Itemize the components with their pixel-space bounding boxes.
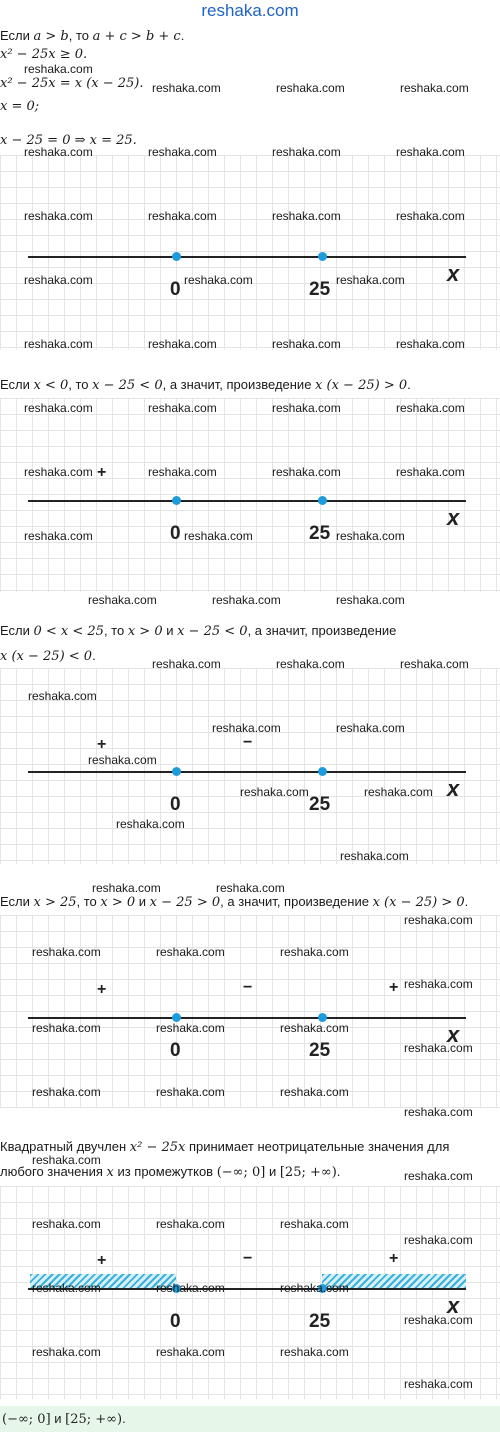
watermark: reshaka.com <box>24 273 93 287</box>
text: и <box>135 894 150 909</box>
watermark: reshaka.com <box>148 145 217 159</box>
point-zero <box>172 496 181 505</box>
watermark: reshaka.com <box>156 1281 225 1295</box>
watermark: reshaka.com <box>156 1345 225 1359</box>
watermark: reshaka.com <box>24 401 93 415</box>
watermark: reshaka.com <box>396 209 465 223</box>
watermark: reshaka.com <box>336 529 405 543</box>
watermark: reshaka.com <box>24 209 93 223</box>
text: , то <box>68 377 93 392</box>
sign-minus-middle: − <box>243 1250 253 1267</box>
math: x < 0 <box>33 378 69 393</box>
text: Если <box>0 377 34 392</box>
sign-plus-left: + <box>97 464 107 481</box>
axis-variable-label: x <box>447 776 460 801</box>
text: , а значит, произведение <box>220 894 373 909</box>
text: . <box>336 1164 341 1179</box>
sign-plus-right: + <box>389 1250 399 1267</box>
tick-label-twentyfive: 25 <box>309 1040 331 1061</box>
watermark: reshaka.com <box>28 689 97 703</box>
math: x > 25 <box>33 895 77 910</box>
case2-text-line-2 <box>0 648 96 664</box>
text: , то <box>76 894 101 909</box>
point-twentyfive <box>318 496 327 505</box>
watermark: reshaka.com <box>396 465 465 479</box>
text: . <box>464 894 469 909</box>
sign-minus-middle: − <box>243 979 253 996</box>
watermark: reshaka.com <box>404 1105 473 1119</box>
watermark: reshaka.com <box>364 785 433 799</box>
watermark: reshaka.com <box>32 1345 101 1359</box>
axis-variable-label: x <box>447 505 460 530</box>
point-twentyfive <box>318 252 327 261</box>
watermark: reshaka.com <box>404 1377 473 1391</box>
watermark: reshaka.com <box>280 1345 349 1359</box>
watermark: reshaka.com <box>116 817 185 831</box>
text: Если <box>0 623 34 638</box>
watermark: reshaka.com <box>32 1281 101 1295</box>
watermark: reshaka.com <box>24 145 93 159</box>
text: Если <box>0 28 34 43</box>
watermark: reshaka.com <box>400 81 469 95</box>
text: Квадратный двучлен <box>0 1139 130 1154</box>
watermark: reshaka.com <box>156 1021 225 1035</box>
math: [25; +∞) <box>65 1412 123 1427</box>
point-zero <box>172 767 181 776</box>
watermark: reshaka.com <box>184 273 253 287</box>
number-line-diagram-4 <box>0 915 500 1108</box>
math: 0 < x < 25 <box>33 624 104 639</box>
answer-box <box>0 1406 500 1432</box>
watermark: reshaka.com <box>280 1281 349 1295</box>
text: . <box>180 28 185 43</box>
watermark: reshaka.com <box>156 1085 225 1099</box>
tick-label-zero: 0 <box>170 1040 181 1061</box>
watermark: reshaka.com <box>24 62 93 76</box>
watermark: reshaka.com <box>152 657 221 671</box>
axis-variable-label: x <box>447 1293 460 1318</box>
text: . <box>122 1411 126 1426</box>
math: a > b <box>33 29 69 44</box>
sign-plus-right: + <box>389 979 399 996</box>
sign-plus-left: + <box>97 981 107 998</box>
watermark: reshaka.com <box>404 913 473 927</box>
tick-label-twentyfive: 25 <box>309 279 331 300</box>
watermark: reshaka.com <box>272 401 341 415</box>
text: , а значит, произведение <box>162 377 316 392</box>
intro-line-2: x² − 25x ≥ 0. <box>0 47 88 62</box>
math: x > 0 <box>127 624 163 639</box>
watermark: reshaka.com <box>212 593 281 607</box>
watermark: reshaka.com <box>184 529 253 543</box>
math: (−∞; 0] <box>216 1165 266 1180</box>
watermark: reshaka.com <box>32 1085 101 1099</box>
watermark: reshaka.com <box>212 721 281 735</box>
sign-minus-middle: − <box>243 734 253 751</box>
watermark: reshaka.com <box>396 145 465 159</box>
watermark: reshaka.com <box>404 977 473 991</box>
math: (−∞; 0] <box>2 1412 51 1427</box>
point-twentyfive <box>318 767 327 776</box>
axis-line <box>28 500 466 502</box>
math: x² − 25x <box>129 1140 186 1155</box>
math: x − 25 > 0 <box>149 895 221 910</box>
watermark: reshaka.com <box>216 881 285 895</box>
math: x <box>106 1165 114 1180</box>
axis-variable-label: x <box>447 1022 460 1047</box>
axis-line <box>28 256 466 258</box>
tick-label-twentyfive: 25 <box>309 794 331 815</box>
text: , то <box>103 623 128 638</box>
watermark: reshaka.com <box>336 273 405 287</box>
text: любого значения <box>0 1164 107 1179</box>
watermark: reshaka.com <box>88 753 157 767</box>
watermark: reshaka.com <box>24 529 93 543</box>
tick-label-zero: 0 <box>170 279 181 300</box>
text: и <box>50 1411 66 1426</box>
sign-plus-left: + <box>97 1252 107 1269</box>
watermark: reshaka.com <box>24 337 93 351</box>
watermark: reshaka.com <box>148 209 217 223</box>
text: , а значит, произведение <box>247 623 397 638</box>
watermark: reshaka.com <box>32 1153 101 1167</box>
axis-line <box>28 771 466 773</box>
watermark: reshaka.com <box>336 721 405 735</box>
axis-line <box>28 1017 466 1019</box>
tick-label-zero: 0 <box>170 1311 181 1332</box>
watermark: reshaka.com <box>280 1021 349 1035</box>
watermark: reshaka.com <box>240 785 309 799</box>
number-line-diagram-2 <box>0 398 500 592</box>
watermark: reshaka.com <box>156 1217 225 1231</box>
watermark: reshaka.com <box>340 849 409 863</box>
tick-label-twentyfive: 25 <box>309 1311 331 1332</box>
watermark: reshaka.com <box>148 401 217 415</box>
math: x > 0 <box>100 895 136 910</box>
tick-label-twentyfive: 25 <box>309 523 331 544</box>
math: x (x − 25) > 0 <box>315 378 408 393</box>
watermark: reshaka.com <box>276 657 345 671</box>
watermark: reshaka.com <box>272 145 341 159</box>
point-zero <box>172 252 181 261</box>
answer-text <box>2 1411 126 1427</box>
watermark: reshaka.com <box>32 945 101 959</box>
watermark: reshaka.com <box>88 593 157 607</box>
watermark: reshaka.com <box>336 593 405 607</box>
watermark: reshaka.com <box>280 1085 349 1099</box>
watermark: reshaka.com <box>396 337 465 351</box>
site-title[interactable]: reshaka.com <box>201 1 299 20</box>
sign-plus-left: + <box>97 736 107 753</box>
watermark: reshaka.com <box>404 1169 473 1183</box>
text: и <box>162 623 178 638</box>
math: x (x − 25) > 0 <box>372 895 465 910</box>
axis-variable-label: x <box>447 261 460 286</box>
watermark: reshaka.com <box>276 81 345 95</box>
math: x − 25 < 0 <box>177 624 248 639</box>
text: принимает неотрицательные значения для <box>185 1139 450 1154</box>
math: x − 25 < 0 <box>92 378 163 393</box>
watermark: reshaka.com <box>280 1217 349 1231</box>
watermark: reshaka.com <box>272 337 341 351</box>
case3-text <box>0 894 468 910</box>
math: a + c > b + c <box>92 29 181 44</box>
math: x (x − 25) < 0 <box>0 649 93 664</box>
watermark: reshaka.com <box>404 1313 473 1327</box>
intro-line-3: x² − 25x = x (x − 25). <box>0 76 144 91</box>
text: Если <box>0 894 34 909</box>
watermark: reshaka.com <box>24 465 93 479</box>
watermark: reshaka.com <box>404 1041 473 1055</box>
text: . <box>92 648 96 663</box>
watermark: reshaka.com <box>152 81 221 95</box>
tick-label-zero: 0 <box>170 794 181 815</box>
watermark: reshaka.com <box>272 209 341 223</box>
watermark: reshaka.com <box>148 337 217 351</box>
case1-text <box>0 377 411 393</box>
intro-line-5: x − 25 = 0 ⇒ x = 25. <box>0 133 137 148</box>
watermark: reshaka.com <box>280 945 349 959</box>
text: . <box>407 377 411 392</box>
watermark: reshaka.com <box>92 881 161 895</box>
watermark: reshaka.com <box>156 945 225 959</box>
watermark: reshaka.com <box>396 401 465 415</box>
watermark: reshaka.com <box>400 657 469 671</box>
math: [25; +∞) <box>279 1165 337 1180</box>
watermark: reshaka.com <box>272 465 341 479</box>
watermark: reshaka.com <box>32 1217 101 1231</box>
tick-label-zero: 0 <box>170 523 181 544</box>
number-line-diagram-1 <box>0 155 500 350</box>
watermark: reshaka.com <box>404 1233 473 1247</box>
text: и <box>265 1164 280 1179</box>
watermark: reshaka.com <box>148 465 217 479</box>
text: из промежутков <box>113 1164 217 1179</box>
watermark: reshaka.com <box>32 1021 101 1035</box>
intro-line-1 <box>0 28 184 44</box>
intro-line-4: x = 0; <box>0 99 40 114</box>
text: , то <box>68 28 93 43</box>
case2-text-line-1 <box>0 623 396 639</box>
